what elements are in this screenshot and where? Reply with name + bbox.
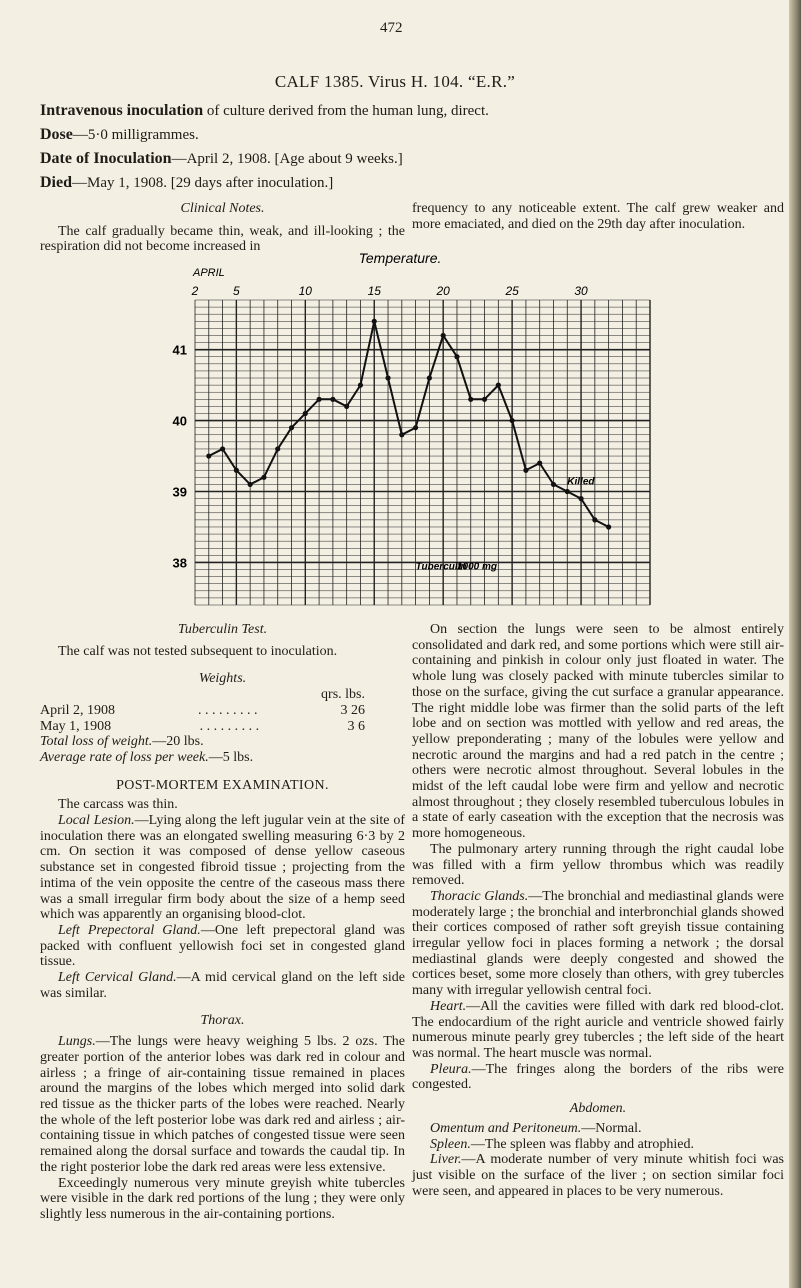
inoculation-line — [40, 102, 489, 120]
heart-text: Heart.—All the cavities were filled with dark red blood-clot. The endocardium of the right auricle and ventricle showed fairly numerous minute pearly grey tubercles ; the left side of the heart was normal. The heart muscle was normal. — [412, 998, 784, 1061]
dose-label: Dose — [40, 126, 73, 143]
spleen-text: Spleen.—The spleen was flabby and atrophied. — [430, 1136, 694, 1152]
clinical-heading: Clinical Notes. — [180, 201, 265, 216]
data-point — [551, 482, 556, 487]
cervical-gland: Left Cervical Gland.—A mid cervical gland on the left side was similar. — [40, 970, 405, 1001]
local-lesion: Local Lesion.—Lying along the left jugular vein at the site of inoculation there was an elongated swelling measuring 6·3 by 2 cm. On section it was composed of dense yellow caseous substance set in congested fibroid tissue ; projecting from the intima of the vein opposite the centre of the caseous mass there was a small irregular firm body about the size of a hemp seed which was apparently an organising blood-clot. — [40, 813, 405, 923]
data-point — [289, 425, 294, 430]
x-tick-label: 15 — [367, 284, 381, 298]
data-point — [482, 397, 487, 402]
weight-value: 3 6 — [347, 718, 365, 734]
temperature-chart — [0, 250, 790, 610]
died-label: Died — [40, 174, 72, 191]
chart-annotation: Killed — [567, 476, 595, 488]
data-point — [592, 517, 597, 522]
dose-line — [40, 126, 199, 144]
data-point — [385, 375, 390, 380]
data-point — [399, 432, 404, 437]
data-point — [427, 375, 432, 380]
abdomen-heading: Abdomen. — [569, 1101, 627, 1117]
data-point — [454, 354, 459, 359]
left-column — [40, 622, 405, 1223]
month-label: APRIL — [193, 267, 225, 279]
inoculation-text: of culture derived from the human lung, direct. — [206, 103, 489, 119]
right-column — [412, 622, 784, 1199]
chart-annotation: Tuberculin — [415, 561, 467, 573]
weight-row — [40, 719, 405, 735]
died-text: —May 1, 1908. [29 days after inoculation.] — [72, 175, 334, 191]
data-point — [441, 333, 446, 338]
x-tick-label: 25 — [505, 284, 519, 298]
data-point — [358, 383, 363, 388]
weight-row — [40, 703, 405, 719]
section-text: On section the lungs were seen to be almost entirely consolidated and dark red, and some portions which were still air-containing and pinkish in colour only just floated in water. The whole lung was closely packed with minute tubercles similar to those on the surface, giving the cut surface a granular appearance. The right middle lobe was firmer than the solid parts of the left lobe and on section was mottled with yellow and red areas, the yellow preponderating ; many of the lobules were yellow and necrotic around the margins and had a red patch in the centre ; others were necrotic almost throughout. Several lobules in the midst of the left caudal lobe were firm and yellow and necrotic almost throughout ; they closely resembled tuberculous lobules in a state of early caseation with the exception that the necrosis was more homogeneous. — [412, 622, 784, 842]
clinical-right-text: frequency to any noticeable extent. The calf grew weaker and more emaciated, and died on the 29th day after inoculation. — [412, 201, 784, 232]
y-tick-label: 41 — [172, 342, 187, 358]
tuberculin-heading: Tuberculin Test. — [177, 622, 268, 637]
x-tick-label: 10 — [298, 284, 312, 298]
page-edge — [789, 0, 801, 1288]
average-loss: Average rate of loss per week.—5 lbs. — [40, 749, 254, 765]
data-point — [565, 489, 570, 494]
weight-dots: . . . . . . . . . — [198, 702, 258, 718]
tubercles-text: Exceedingly numerous very minute greyish white tubercles were visible in the dark red portions of the lung ; they were only slightly less numerous in the air-containing portions. — [40, 1175, 405, 1222]
data-point — [372, 319, 377, 324]
data-point — [344, 404, 349, 409]
x-tick-label: 30 — [574, 284, 588, 298]
chart-annotation: 1000 mg — [456, 561, 498, 573]
weight-date: April 2, 1908 — [40, 702, 116, 718]
clinical-left-text: The calf gradually became thin, weak, and ill-looking ; the respiration did not become increased in — [40, 223, 405, 255]
died-line — [40, 174, 333, 192]
data-point — [413, 425, 418, 430]
data-point — [206, 453, 211, 458]
page-title: CALF 1385. Virus H. 104. “E.R.” — [274, 72, 516, 91]
pleura-text: Pleura.—The fringes along the borders of the ribs were congested. — [412, 1061, 784, 1093]
data-point — [248, 482, 253, 487]
y-tick-label: 39 — [172, 484, 187, 500]
date-label: Date of Inoculation — [40, 150, 172, 167]
data-point — [330, 397, 335, 402]
x-tick-label: 2 — [191, 284, 199, 298]
weight-value: 3 26 — [340, 702, 365, 718]
lungs-text: Lungs.—The lungs were heavy weighing 5 lbs. 2 ozs. The greater portion of the anterior lobes was dark red in colour and airless ; a fringe of air-containing tissue remained in places around the margins of the lobes which merged into solid dark red tissue as the thicker parts of the lobes were reached. Nearly the whole of the left posterior lobe was dark red and airless ; air-containing tissue in which patches of congested tissue were seen remained along the dorsal surface and towards the caudal tip. In the right posterior lobe the dark red areas were less extensive. — [40, 1034, 405, 1175]
clinical-left — [40, 201, 405, 255]
weight-date: May 1, 1908 — [40, 718, 112, 734]
data-point — [261, 475, 266, 480]
page-number: 472 — [380, 20, 403, 36]
y-tick-label: 38 — [172, 555, 187, 571]
data-point — [510, 418, 515, 423]
date-text: —April 2, 1908. [Age about 9 weeks.] — [171, 151, 403, 167]
data-point — [303, 411, 308, 416]
data-point — [275, 446, 280, 451]
temperature-line — [209, 321, 609, 527]
x-tick-label: 20 — [436, 284, 450, 298]
total-loss: Total loss of weight.—20 lbs. — [40, 734, 204, 750]
data-point — [523, 468, 528, 473]
omentum-text: Omentum and Peritoneum.—Normal. — [430, 1120, 642, 1136]
artery-text: The pulmonary artery running through the right caudal lobe was filled with a firm yellow thrombus which was readily removed. — [412, 841, 784, 889]
data-point — [537, 461, 542, 466]
data-point — [234, 468, 239, 473]
thorax-heading: Thorax. — [200, 1013, 245, 1029]
y-tick-label: 40 — [172, 413, 187, 429]
data-point — [496, 383, 501, 388]
dose-text: —5·0 milligrammes. — [72, 127, 199, 143]
prepectoral-gland: Left Prepectoral Gland.—One left prepectoral gland was packed with confluent yellowish foci set in congested gland tissue. — [40, 922, 405, 970]
inoculation-label: Intravenous inoculation — [40, 102, 204, 119]
weights-units: qrs. lbs. — [321, 687, 365, 703]
data-point — [578, 496, 583, 501]
post-mortem-heading: POST-MORTEM EXAMINATION. — [116, 777, 329, 793]
data-point — [316, 397, 321, 402]
liver-text: Liver.—A moderate number of very minute whitish foci was just visible on the surface of the liver ; on section similar foci were seen, and appeared in places to be very numerous. — [412, 1152, 784, 1199]
x-tick-label: 5 — [233, 284, 240, 298]
data-point — [606, 524, 611, 529]
carcass-text: The carcass was thin. — [58, 797, 178, 813]
date-line — [40, 150, 403, 168]
chart-title: Temperature. — [358, 250, 442, 266]
thoracic-glands: Thoracic Glands.—The bronchial and mediastinal glands were moderately large ; the bronchial and interbronchial glands showed their cortices composed of rather soft greyish tissue containing irregular yellow foci in places forming a network ; the dorsal mediastinal glands were deeply congested and showed the cortices beset, some more closely than others, with grey tubercles many with irregular yellowish central foci. — [412, 888, 785, 999]
weights-heading: Weights. — [198, 671, 247, 687]
data-point — [220, 446, 225, 451]
tuberculin-text: The calf was not tested subsequent to inoculation. — [58, 643, 338, 659]
weight-dots: . . . . . . . . . — [199, 718, 260, 734]
clinical-right — [412, 201, 784, 232]
data-point — [468, 397, 473, 402]
